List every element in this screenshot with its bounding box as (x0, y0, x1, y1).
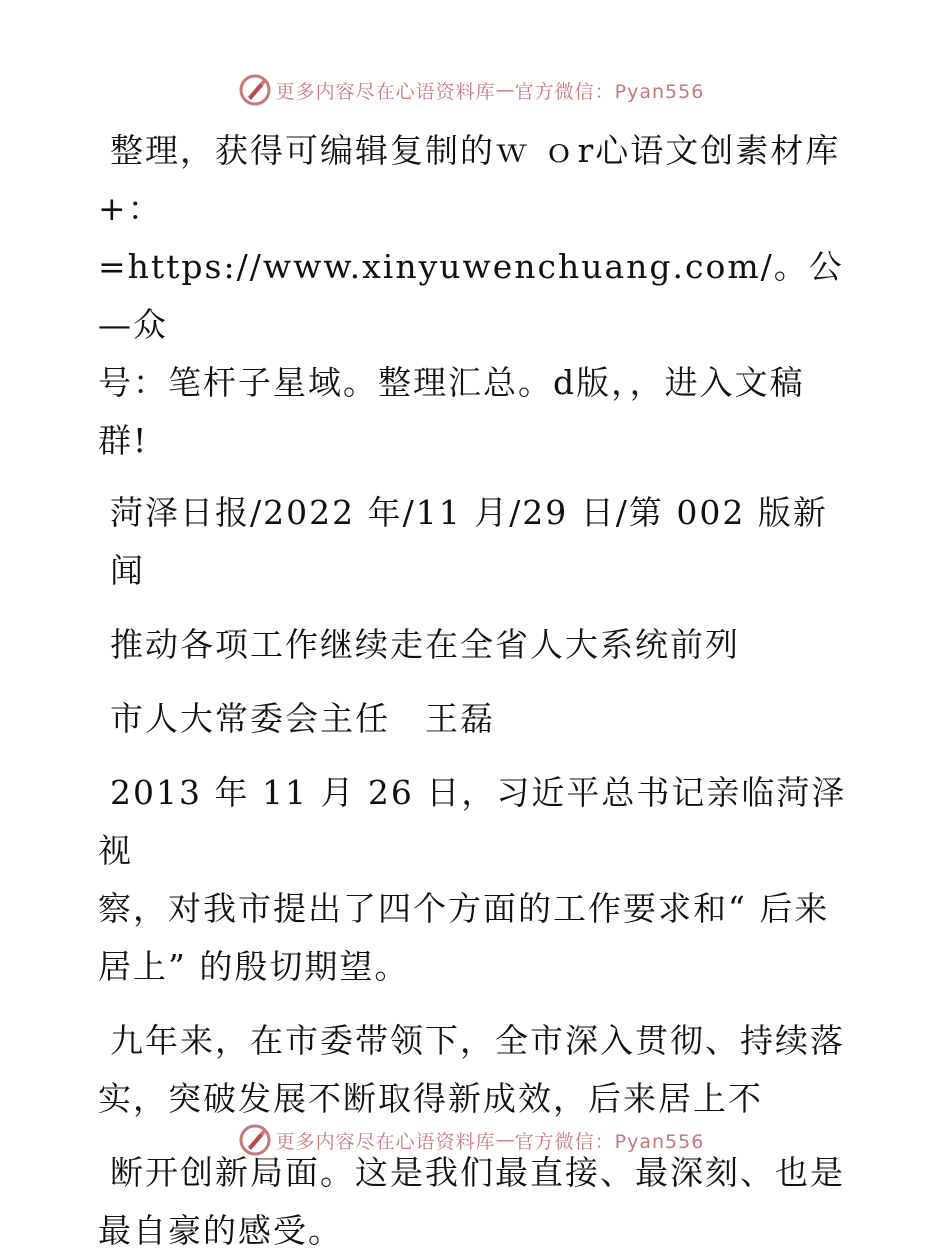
pen-logo-icon (238, 73, 272, 107)
body-line: 最自豪的感受。 (98, 1211, 343, 1250)
watermark-wechat: 官方微信：Pyan556 (514, 1130, 705, 1153)
body-line: 察，对我市提出了四个方面的工作要求和“ 后来 (98, 889, 830, 928)
body-line: 九年来，在市委带领下，全市深入贯彻、持续落 (110, 1021, 845, 1060)
dateline: 菏泽日报/2022 年/11 月/29 日/第 002 版新闻 (110, 493, 828, 590)
body-line: 2013 年 11 月 26 日，习近平总书记亲临菏泽视 (98, 773, 847, 870)
watermark-text: 更多内容尽在心语资料库 (275, 1130, 496, 1153)
body-paragraph (98, 764, 858, 996)
intro-line: 整理，获得可编辑复制的ｗ ｏr心语文创素材库 (110, 131, 841, 170)
article-author: 市人大常委会主任 王磊 (110, 699, 495, 738)
body-line: 居上” 的殷切期望。 (98, 947, 410, 986)
header-watermark (0, 70, 950, 110)
body-paragraph (98, 1144, 858, 1260)
watermark-separator: — (495, 1129, 515, 1151)
intro-line: +：=https://www.xinyuwenchuang.com/。公—众 (98, 189, 844, 344)
watermark-wechat: 官方微信：Pyan556 (514, 80, 705, 103)
intro-line: 群! (98, 421, 149, 460)
intro-paragraph (98, 122, 858, 470)
watermark-separator: — (495, 79, 515, 101)
article-title: 推动各项工作继续走在全省人大系统前列 (110, 625, 740, 664)
body-line: 实，突破发展不断取得新成效，后来居上不 (98, 1079, 763, 1118)
document-body (98, 122, 858, 1260)
intro-line: 号：笔杆子星域。整理汇总。d版，，进入文稿 (98, 363, 805, 402)
watermark-text: 更多内容尽在心语资料库 (275, 80, 496, 103)
body-paragraph (98, 1012, 858, 1128)
pen-logo-icon (238, 1123, 272, 1157)
footer-watermark (0, 1120, 950, 1160)
body-line: 断开创新局面。这是我们最直接、最深刻、也是 (110, 1153, 845, 1192)
